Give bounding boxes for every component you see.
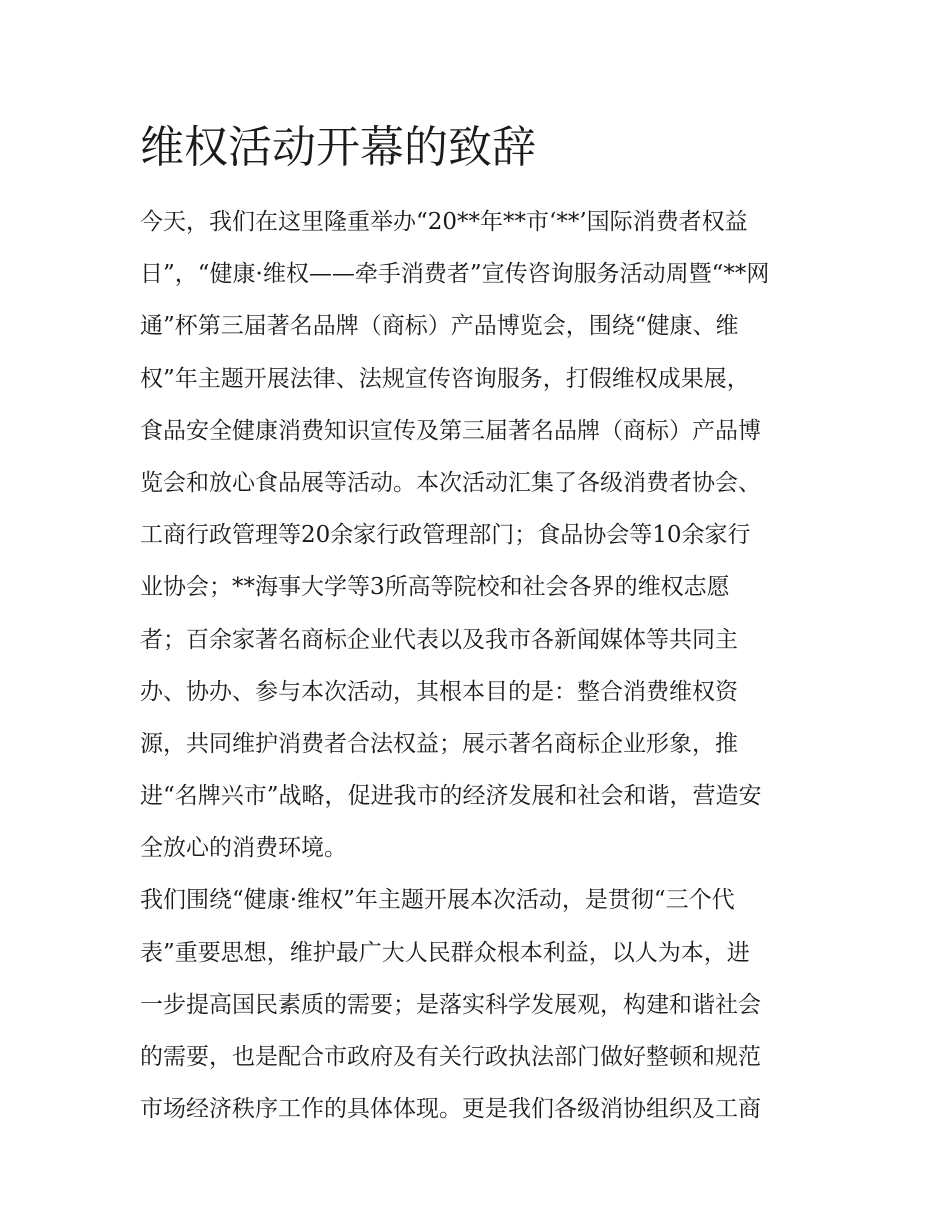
- text-line: 的需要，也是配合市政府及有关行政执法部门做好整顿和规范: [140, 1044, 761, 1070]
- paragraph-2: [140, 874, 830, 1135]
- text-line: 全放心的消费环境。: [140, 835, 347, 862]
- text-line: 食品安全健康消费知识宣传及第三届著名品牌（商标）产品博: [140, 417, 761, 444]
- text-line: 表”重要思想，维护最广大人民群众根本利益，以人为本，进: [140, 939, 750, 966]
- text-line: 工商行政管理等20余家行政管理部门；食品协会等10余家行: [140, 522, 751, 549]
- text-line: 源，共同维护消费者合法权益；展示著名商标企业形象，推: [140, 730, 738, 757]
- text-line: 今天，我们在这里隆重举办“20**年**市‘**’国际消费者权益: [140, 209, 748, 235]
- page-title: 维权活动开幕的致辞: [140, 122, 536, 173]
- text-line: 通”杯第三届著名品牌（商标）产品博览会，围绕“健康、维: [140, 313, 739, 340]
- text-line: 权”年主题开展法律、法规宣传咨询服务，打假维权成果展，: [140, 365, 750, 392]
- document-body: [140, 196, 830, 1135]
- text-line: 办、协办、参与本次活动，其根本目的是：整合消费维权资: [140, 678, 738, 705]
- text-line: 一步提高国民素质的需要；是落实科学发展观，构建和谐社会: [140, 991, 761, 1018]
- text-line: 市场经济秩序工作的具体体现。更是我们各级消协组织及工商: [140, 1096, 761, 1123]
- paragraph-1: [140, 196, 830, 874]
- text-line: 进“名牌兴市”战略，促进我市的经济发展和社会和谐，营造安: [140, 783, 762, 810]
- text-line: 览会和放心食品展等活动。本次活动汇集了各级消费者协会、: [140, 469, 761, 496]
- text-line: 我们围绕“健康·维权”年主题开展本次活动，是贯彻“三个代: [140, 887, 735, 914]
- text-line: 业协会；**海事大学等3所高等院校和社会各界的维权志愿: [140, 574, 730, 601]
- text-line: 日”，“健康·维权——牵手消费者”宣传咨询服务活动周暨“**网: [140, 261, 770, 288]
- text-line: 者；百余家著名商标企业代表以及我市各新闻媒体等共同主: [140, 626, 738, 653]
